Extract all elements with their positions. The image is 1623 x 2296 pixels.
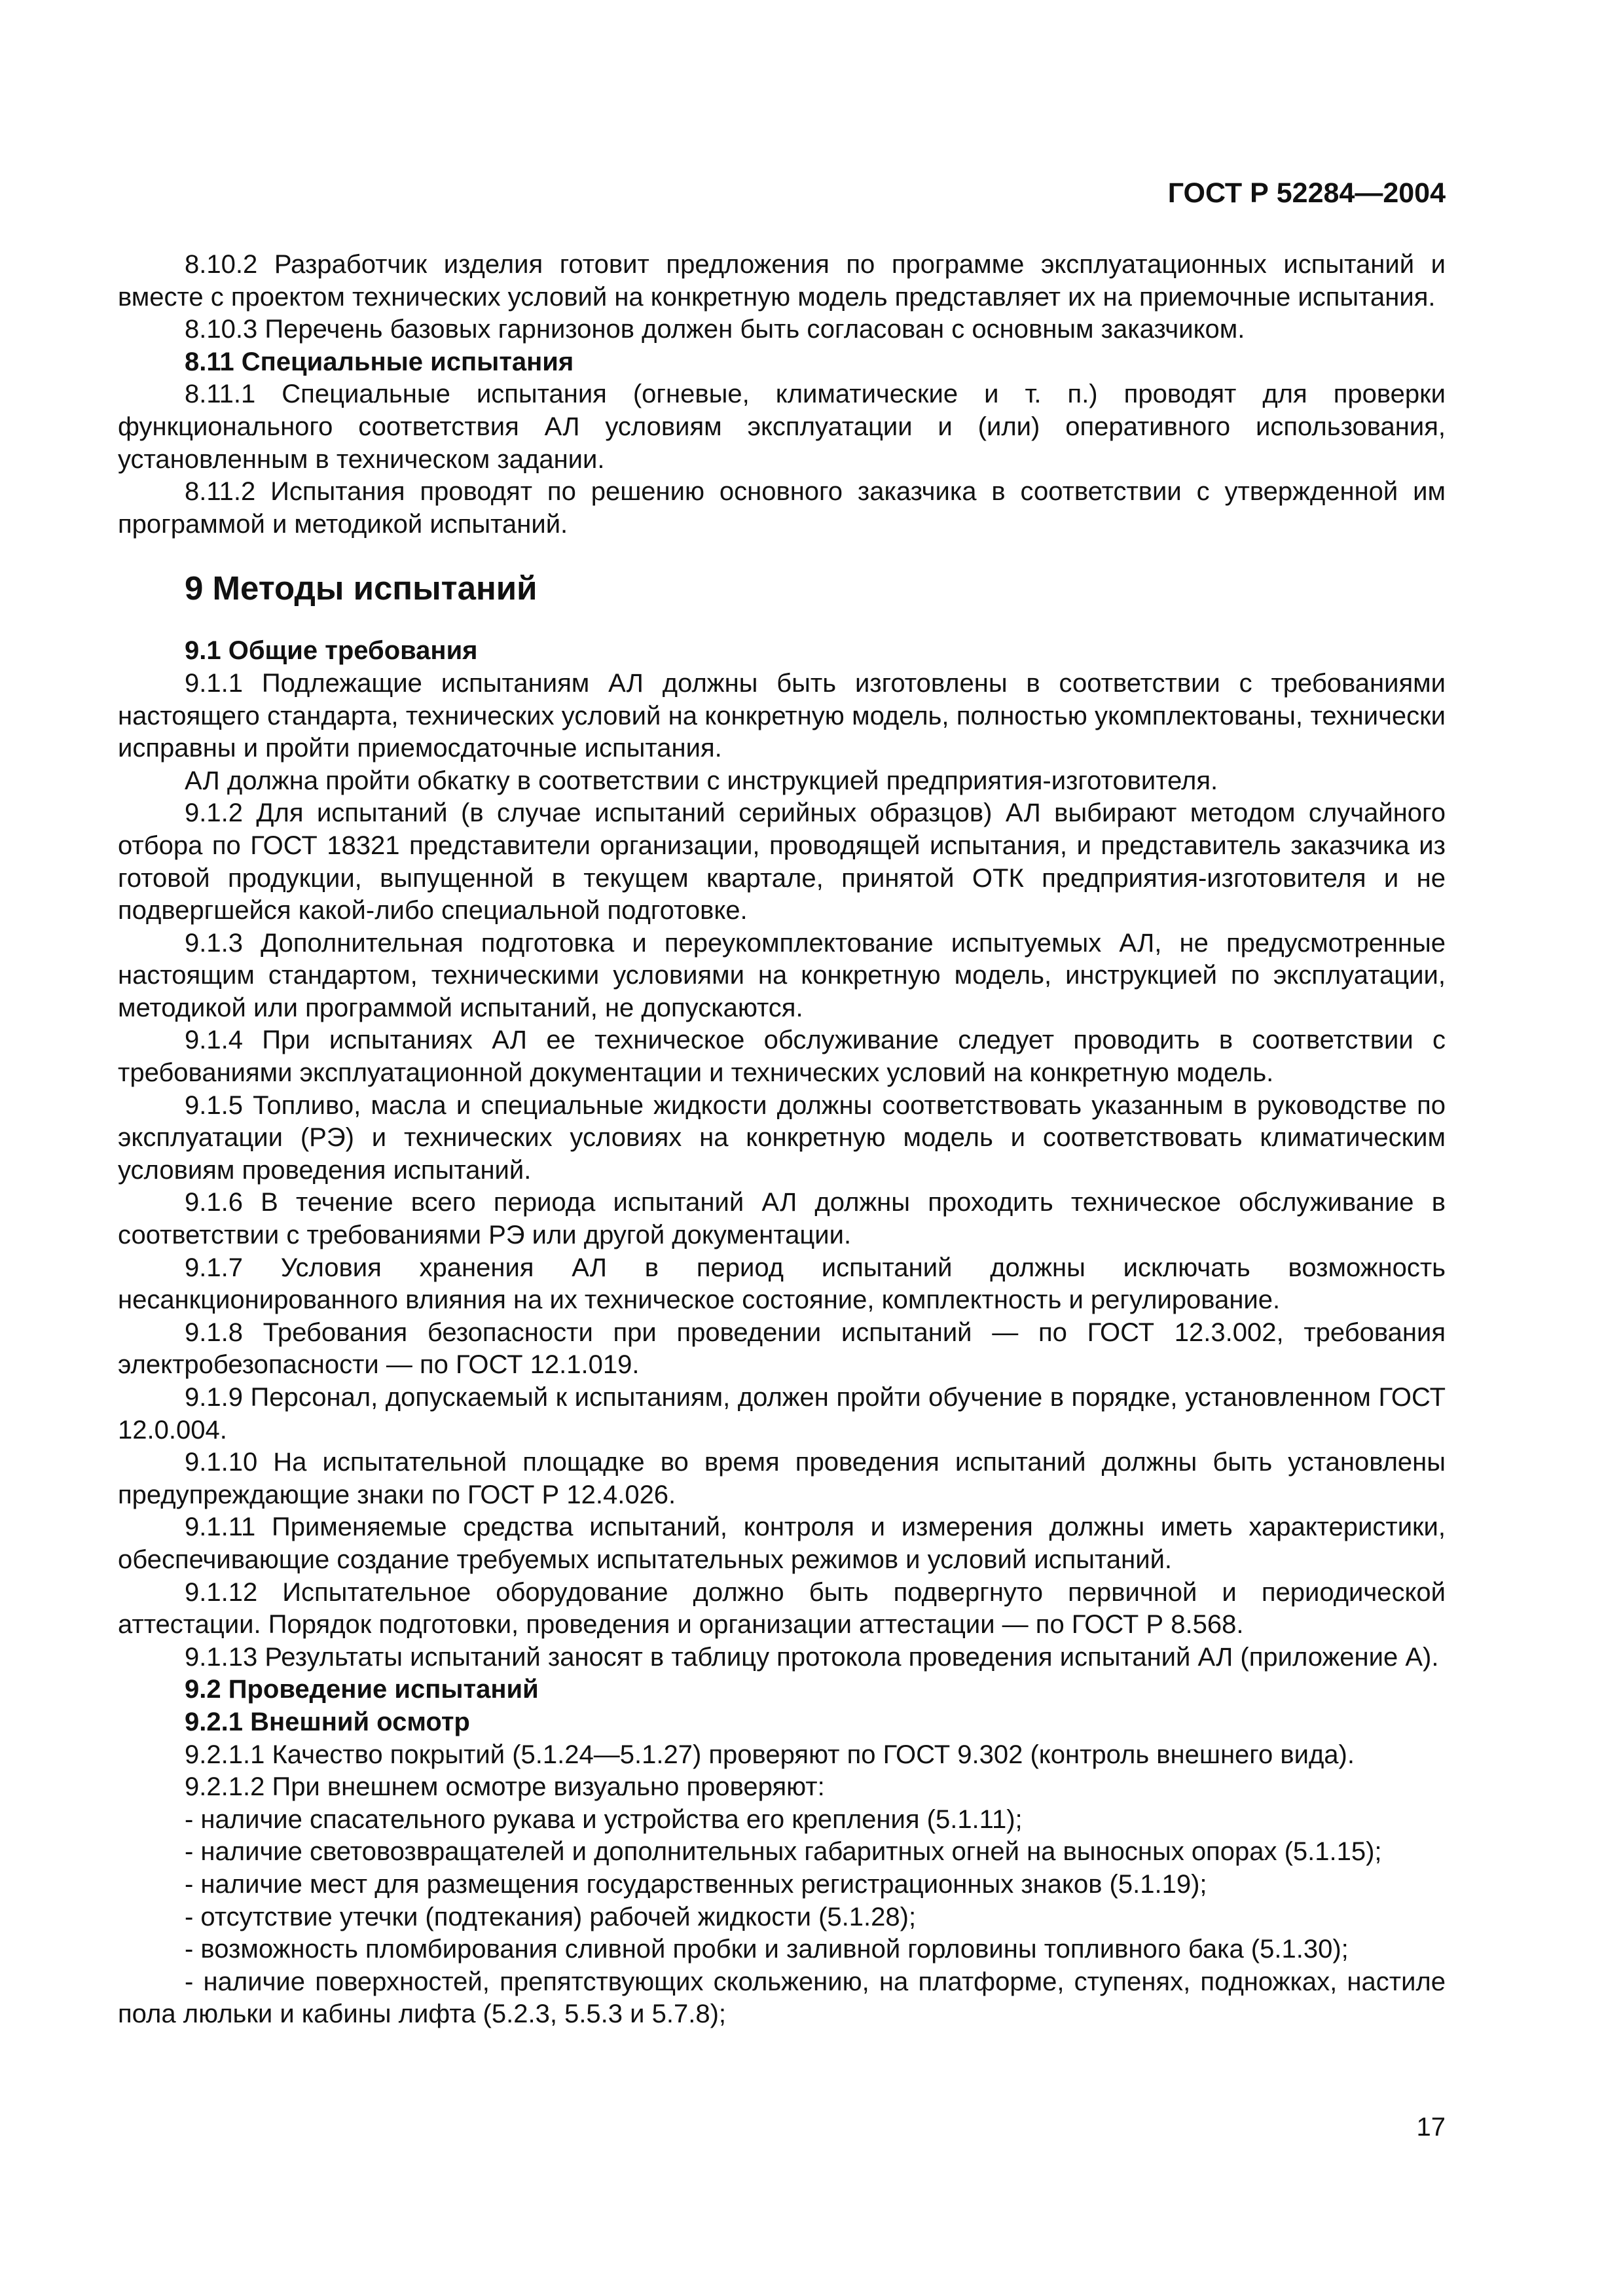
paragraph-8-10-2: 8.10.2 Разработчик изделия готовит предложения по программе эксплуатационных испытаний и вместе с проектом технических условий на конкретную модель представляет их на приемочные испытания. [118, 250, 1446, 312]
paragraph-9-1-5: 9.1.5 Топливо, масла и специальные жидкости должны соответствовать указанным в руководстве по эксплуатации (РЭ) и технических условиях на конкретную модель и соответствовать климатическим условиям проведения испытаний. [118, 1090, 1446, 1185]
document-body [118, 249, 1446, 2031]
subsection-heading-9-2-1: 9.2.1 Внешний осмотр [185, 1707, 470, 1736]
paragraph-9-1-1: 9.1.1 Подлежащие испытаниям АЛ должны быть изготовлены в соответствии с требованиями настоящего стандарта, технических условий на конкретную модель, полностью укомплектованы, технически исправны и пройти приемосдаточные испытания. [118, 668, 1446, 763]
paragraph-9-1-4: 9.1.4 При испытаниях АЛ ее техническое обслуживание следует проводить в соответствии с требованиями эксплуатационной документации и технических условий на конкретную модель. [118, 1026, 1446, 1088]
subsection-heading-8-11: 8.11 Специальные испытания [185, 347, 574, 376]
section-heading-9: 9 Методы испытаний [185, 569, 538, 607]
subsection-heading-9-2: 9.2 Проведение испытаний [185, 1675, 539, 1704]
paragraph-8-10-3: 8.10.3 Перечень базовых гарнизонов должен быть согласован с основным заказчиком. [185, 315, 1245, 344]
paragraph-8-11-2: 8.11.2 Испытания проводят по решению основного заказчика в соответствии с утвержденной им программой и методикой испытаний. [118, 477, 1446, 539]
list-item: - наличие спасательного рукава и устройства его крепления (5.1.11); [185, 1804, 1023, 1834]
list-item: - наличие мест для размещения государственных регистрационных знаков (5.1.19); [185, 1869, 1207, 1899]
paragraph-9-1-1-break-in: АЛ должна пройти обкатку в соответствии с инструкцией предприятия-изготовителя. [185, 766, 1218, 795]
standard-code-header: ГОСТ Р 52284—2004 [1167, 177, 1446, 209]
paragraph-9-1-3: 9.1.3 Дополнительная подготовка и переукомплектование испытуемых АЛ, не предусмотренные настоящим стандартом, техническими условиями на конкретную модель, инструкцией по эксплуатации, методикой или программой испытаний, не допускаются. [118, 928, 1446, 1022]
paragraph-9-1-7: 9.1.7 Условия хранения АЛ в период испытаний должны исключать возможность несанкционированного влияния на их техническое состояние, комплектность и регулирование. [118, 1253, 1446, 1315]
list-item: - наличие поверхностей, препятствующих скольжению, на платформе, ступенях, подножках, настиле пола люльки и кабины лифта (5.2.3, 5.5.3 и 5.7.8); [118, 1967, 1446, 2029]
paragraph-9-1-13: 9.1.13 Результаты испытаний заносят в таблицу протокола проведения испытаний АЛ (приложение А). [185, 1642, 1439, 1672]
paragraph-9-1-11: 9.1.11 Применяемые средства испытаний, контроля и измерения должны иметь характеристики, обеспечивающие создание требуемых испытательных режимов и условий испытаний. [118, 1513, 1446, 1574]
list-item: - наличие световозвращателей и дополнительных габаритных огней на выносных опорах (5.1.15); [185, 1837, 1382, 1867]
subsection-heading-9-1: 9.1 Общие требования [185, 636, 478, 666]
paragraph-9-1-6: 9.1.6 В течение всего периода испытаний АЛ должны проходить техническое обслуживание в соответствии с требованиями РЭ или другой документации. [118, 1188, 1446, 1250]
page-number: 17 [1416, 2113, 1446, 2142]
paragraph-9-1-12: 9.1.12 Испытательное оборудование должно быть подвергнуто первичной и периодической аттестации. Порядок подготовки, проведения и организации аттестации — по ГОСТ Р 8.568. [118, 1577, 1446, 1640]
paragraph-9-1-8: 9.1.8 Требования безопасности при проведении испытаний — по ГОСТ 12.3.002, требования электробезопасности — по ГОСТ 12.1.019. [118, 1318, 1446, 1380]
paragraph-9-1-9: 9.1.9 Персонал, допускаемый к испытаниям, должен пройти обучение в порядке, установленном ГОСТ 12.0.004. [118, 1383, 1446, 1444]
paragraph-9-2-1-2: 9.2.1.2 При внешнем осмотре визуально проверяют: [185, 1772, 825, 1802]
paragraph-8-11-1: 8.11.1 Специальные испытания (огневые, климатические и т. п.) проводят для проверки функционального соответствия АЛ условиям эксплуатации и (или) оперативного использования, установленным в техническом задании. [118, 380, 1446, 474]
paragraph-9-2-1-1: 9.2.1.1 Качество покрытий (5.1.24—5.1.27) проверяют по ГОСТ 9.302 (контроль внешнего вида). [185, 1740, 1355, 1769]
list-item: - отсутствие утечки (подтекания) рабочей жидкости (5.1.28); [185, 1902, 917, 1931]
paragraph-9-1-2: 9.1.2 Для испытаний (в случае испытаний серийных образцов) АЛ выбирают методом случайного отбора по ГОСТ 18321 представители организации, проводящей испытания, и представитель заказчика из готовой продукции, выпущенной в текущем квартале, принятой ОТК предприятия-изготовителя и не подвергшейся какой-либо специальной подготовке. [118, 798, 1446, 925]
paragraph-9-1-10: 9.1.10 На испытательной площадке во время проведения испытаний должны быть установлены предупреждающие знаки по ГОСТ Р 12.4.026. [118, 1448, 1446, 1509]
list-item: - возможность пломбирования сливной пробки и заливной горловины топливного бака (5.1.30); [185, 1935, 1349, 1964]
